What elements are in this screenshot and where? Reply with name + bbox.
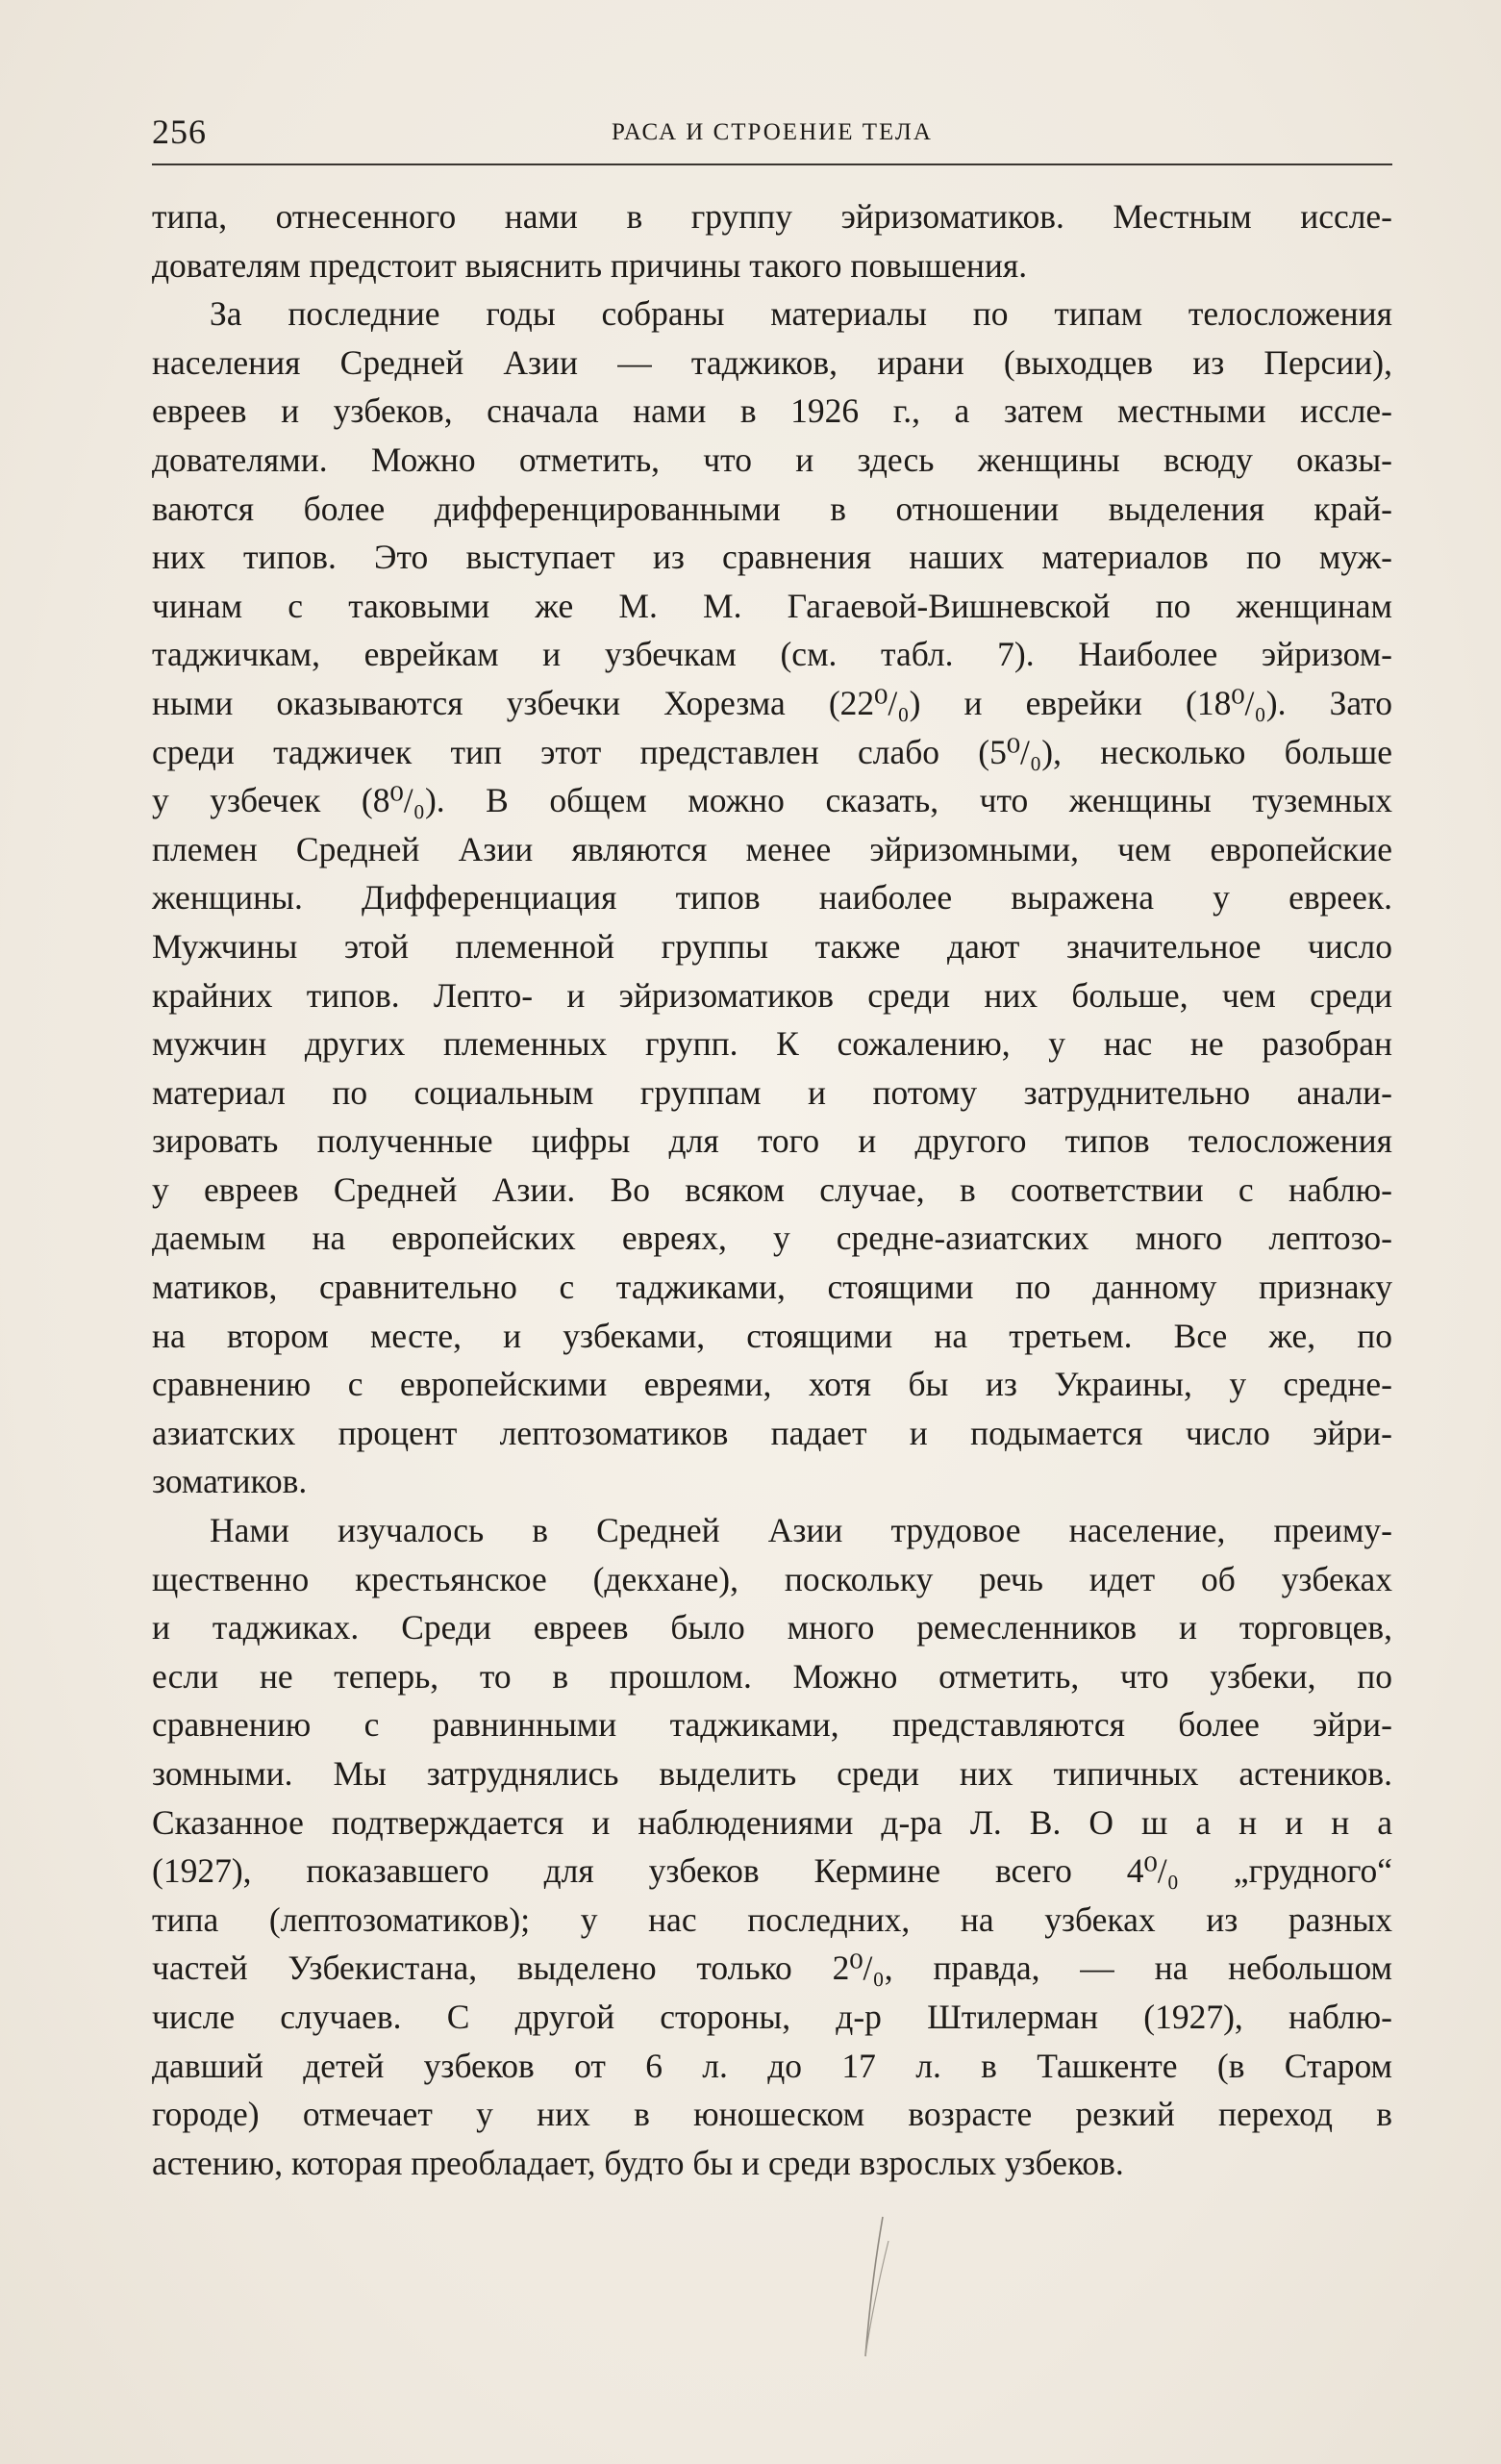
text-line: Сказанное подтверждается и наблюдениями д-ра Л. В. О ш а н и н а [152,1802,1392,1842]
text-line: Нами изучалось в Средней Азии трудовое население, преиму- [210,1511,1392,1550]
text-line: крайних типов. Лепто- и эйризоматиков среди них больше, чем среди [152,975,1392,1015]
text-line: материал по социальным группам и потому затруднительно анали- [152,1072,1392,1112]
text-line: них типов. Это выступает из сравнения наших материалов по муж- [152,538,1392,577]
text-line: матиков, сравнительно с таджиками, стоящими по данному признаку [152,1268,1392,1307]
text-line: Мужчины этой племенной группы также дают значительное число [152,926,1392,966]
text-line: зомными. Мы затруднялись выделить среди них типичных астеников. [152,1754,1392,1793]
text-line: зировать полученные цифры для того и другого типов телосложения [152,1121,1392,1161]
paragraph [152,192,1392,289]
text-line: числе случаев. С другой стороны, д-р Штилерман (1927), наблю- [152,1997,1392,2036]
text-line: ными оказываются узбечки Хорезма (22⁰/₀) и еврейки (18⁰/₀). Зато [152,683,1392,722]
text-line: чинам с таковыми же М. М. Гагаевой-Вишневской по женщинам [152,586,1392,625]
text-line: мужчин других племенных групп. К сожалению, у нас не разобран [152,1024,1392,1064]
text-line: астению, которая преобладает, будто бы и среди взрослых узбеков. [152,2143,1124,2182]
text-line: частей Узбекистана, выделено только 2⁰/₀, правда, — на небольшом [152,1949,1392,1988]
text-line: ваются более дифференцированными в отношении выделения край- [152,489,1392,528]
text-line: типа (лептозоматиков); у нас последних, на узбеках из разных [152,1899,1392,1939]
text-line: евреев и узбеков, сначала нами в 1926 г., а затем местными иссле- [152,391,1392,431]
text-line: среди таджичек тип этот представлен слабо (5⁰/₀), несколько больше [152,732,1392,771]
running-head: РАСА И СТРОЕНИЕ ТЕЛА [612,119,933,145]
text-line: племен Средней Азии являются менее эйризомными, чем европейские [152,829,1392,868]
paragraph [152,1506,1392,2187]
text-line: даемым на европейских евреях, у средне-азиатских много лептозо- [152,1219,1392,1258]
paragraph [152,289,1392,1506]
text-line: сравнению с равнинными таджиками, представляются более эйри- [152,1705,1392,1745]
text-line: и таджиках. Среди евреев было много ремесленников и торговцев, [152,1608,1392,1647]
text-line: зоматиков. [152,1462,308,1501]
body-text [152,192,1392,2187]
text-line: За последние годы собраны материалы по типам телосложения [210,294,1392,334]
pencil-mark [844,2212,902,2366]
text-line: азиатских процент лептозоматиков падает и подымается число эйри- [152,1413,1392,1452]
text-line: на втором месте, и узбеками, стоящими на третьем. Все же, по [152,1316,1392,1355]
text-line: если не теперь, то в прошлом. Можно отметить, что узбеки, по [152,1656,1392,1696]
page-header [152,108,1392,165]
text-line: дователями. Можно отметить, что и здесь женщины всюду оказы- [152,440,1392,479]
text-line: у узбечек (8⁰/₀). В общем можно сказать, что женщины туземных [152,781,1392,820]
text-line: населения Средней Азии — таджиков, ирани (выходцев из Персии), [152,342,1392,382]
text-line: (1927), показавшего для узбеков Кермине всего 4⁰/₀ „грудного“ [152,1851,1392,1891]
text-line: женщины. Дифференциация типов наиболее выражена у евреек. [152,878,1392,918]
text-line: у евреев Средней Азии. Во всяком случае, в соответствии с наблю- [152,1169,1392,1209]
text-line: щественно крестьянское (декхане), поскольку речь идет об узбеках [152,1559,1392,1598]
text-line: давший детей узбеков от 6 л. до 17 л. в Ташкенте (в Старом [152,2046,1392,2085]
text-line: таджичкам, еврейкам и узбечкам (см. табл. 7). Наиболее эйризом- [152,635,1392,674]
text-line: типа, отнесенного нами в группу эйризоматиков. Местным иссле- [152,197,1392,236]
page-number: 256 [152,113,207,151]
text-line: городе) отмечает у них в юношеском возрасте резкий переход в [152,2095,1392,2134]
text-line: дователям предстоит выяснить причины такого повышения. [152,245,1028,285]
text-line: сравнению с европейскими евреями, хотя бы из Украины, у средне- [152,1365,1392,1404]
